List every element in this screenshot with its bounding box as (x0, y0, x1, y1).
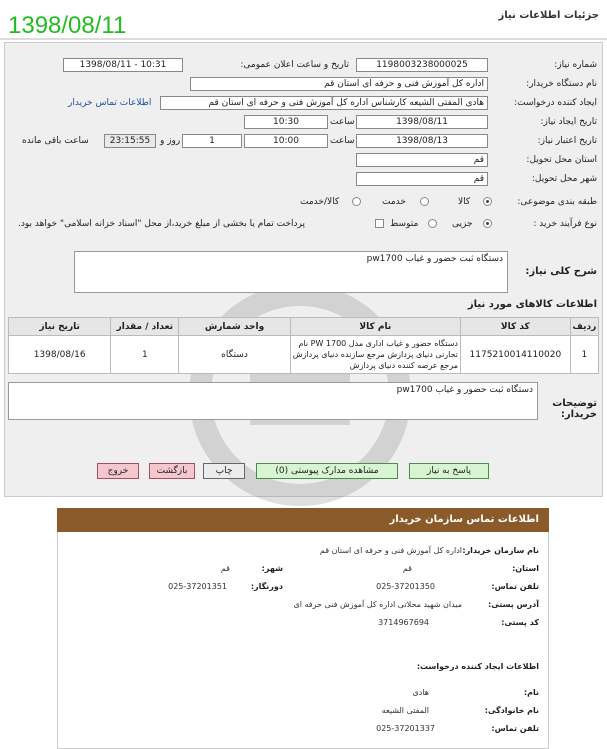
card-postal-value: 3714967694 (378, 618, 429, 627)
purchase-minor-radio[interactable] (483, 219, 492, 228)
col-code: کد کالا (461, 318, 571, 336)
goods-table (8, 317, 599, 374)
col-date: تاریخ نیاز (9, 318, 111, 336)
col-unit: واحد شمارش (179, 318, 290, 336)
buyer-org-label: نام دستگاه خریدار: (526, 79, 597, 89)
contact-card (57, 508, 549, 749)
cell-qty: 1 (111, 336, 179, 374)
remaining-time-field: 23:15:55 (104, 134, 156, 148)
category-both-label: کالا/خدمت (300, 197, 340, 207)
creator-name-value: هادی (412, 688, 429, 697)
back-button[interactable]: بازگشت (149, 463, 195, 479)
cell-row: 1 (570, 336, 598, 374)
cell-name: دستگاه حضور و غیاب اداری مدل PW 1700 نام تجارتی دنیای پردازش مرجع سازنده دنیای پردازش مرجع عرضه کننده دنیای پردازش (290, 336, 460, 374)
province-label: استان محل تحویل: (526, 155, 597, 165)
buyer-contact-link[interactable]: اطلاعات تماس خریدار (68, 98, 152, 108)
contact-card-title: اطلاعات تماس سازمان خریدار (389, 514, 539, 525)
description-field: دستگاه ثبت حضور و غیاب pw1700 (74, 251, 508, 293)
remaining-label: ساعت باقی مانده (22, 136, 89, 146)
creator-name-label: نام: (523, 688, 539, 697)
col-name: نام کالا (290, 318, 460, 336)
city-label: شهر محل تحویل: (531, 174, 597, 184)
card-province-value: قم (402, 564, 412, 573)
col-row: ردیف (570, 318, 598, 336)
creator-family-value: المفتی الشیعه (381, 706, 429, 715)
card-address-value: میدان شهید محلاتی اداره کل آموزش فنی حرفه ای (293, 600, 462, 609)
card-phone-label: تلفن تماس: (491, 582, 539, 591)
cell-unit: دستگاه (179, 336, 290, 374)
create-time-field: 10:30 (244, 115, 328, 129)
creator-field: هادی المفتی الشیعه کارشناس اداره کل آموزش فنی و حرفه ای استان قم (160, 96, 488, 110)
creator-label: ایجاد کننده درخواست: (514, 98, 597, 108)
print-button[interactable]: چاپ (203, 463, 245, 479)
org-label: نام سازمان خریدار: (462, 546, 539, 555)
page-title: جزئیات اطلاعات نیاز (498, 10, 599, 21)
create-time-label: ساعت (330, 117, 355, 127)
exit-button[interactable]: خروج (97, 463, 139, 479)
buyer-notes-field: دستگاه ثبت حضور و غیاب pw1700 (8, 382, 538, 420)
card-postal-label: کد پستی: (501, 618, 539, 627)
goods-section-title: اطلاعات کالاهای مورد نیاز (467, 299, 597, 310)
treasury-checkbox[interactable] (375, 219, 384, 228)
card-address-label: آدرس پستی: (488, 600, 539, 609)
days-field: 1 (182, 134, 242, 148)
table-row (9, 336, 599, 374)
cell-code: 1175210014110020 (461, 336, 571, 374)
city-field: قم (356, 172, 488, 186)
purchase-type-label: نوع فرآیند خرید : (533, 219, 597, 229)
announce-label: تاریخ و ساعت اعلان عمومی: (240, 60, 349, 70)
card-fax-label: دورنگار: (250, 582, 283, 591)
category-service-label: خدمت (382, 197, 406, 207)
buyer-org-field: اداره کل آموزش فنی و حرفه ای استان قم (190, 77, 488, 91)
category-service-radio[interactable] (420, 197, 429, 206)
purchase-medium-label: متوسط (390, 219, 419, 229)
validity-time-field: 10:00 (244, 134, 328, 148)
cell-date: 1398/08/16 (9, 336, 111, 374)
card-phone-value: 025-37201350 (376, 582, 435, 591)
creator-phone-label: تلفن تماس: (491, 724, 539, 733)
validity-date-field: 1398/08/13 (356, 134, 488, 148)
view-documents-button[interactable]: مشاهده مدارک پیوستی (0) (256, 463, 398, 479)
category-goods-radio[interactable] (483, 197, 492, 206)
col-qty: تعداد / مقدار (111, 318, 179, 336)
validity-time-label: ساعت (330, 136, 355, 146)
days-label: روز و (160, 136, 181, 146)
purchase-medium-radio[interactable] (428, 219, 437, 228)
buyer-notes-label: توضیحات خریدار: (552, 398, 597, 420)
creator-info-title: اطلاعات ایجاد کننده درخواست: (416, 662, 539, 671)
creator-phone-value: 025-37201337 (376, 724, 435, 733)
category-label: طبقه بندی موضوعی: (517, 197, 597, 207)
date-stamp: 1398/08/11 (8, 12, 127, 39)
purchase-minor-label: جزیی (452, 219, 473, 229)
create-date-field: 1398/08/11 (356, 115, 488, 129)
validity-label: تاریخ اعتبار نیاز: (537, 136, 597, 146)
creator-family-label: نام خانوادگی: (484, 706, 539, 715)
card-province-label: استان: (512, 564, 539, 573)
card-fax-value: 025-37201351 (168, 582, 227, 591)
org-value: اداره کل آموزش فنی و حرفه ای استان قم (319, 546, 462, 555)
description-label: شرح کلی نیاز: (525, 266, 597, 277)
need-number-field: 1198003238000025 (356, 58, 488, 72)
category-goods-label: کالا (458, 197, 471, 207)
card-city-label: شهر: (261, 564, 283, 573)
category-both-radio[interactable] (352, 197, 361, 206)
need-number-label: شماره نیاز: (554, 60, 597, 70)
announce-field: 1398/08/11 - 10:31 (63, 58, 183, 72)
card-city-value: قم (220, 564, 230, 573)
reply-button[interactable]: پاسخ به نیاز (409, 463, 489, 479)
create-date-label: تاریخ ایجاد نیاز: (540, 117, 597, 127)
province-field: قم (356, 153, 488, 167)
treasury-note: پرداخت تمام یا بخشی از مبلغ خرید،از محل "اسناد خزانه اسلامی" خواهد بود. (18, 219, 306, 229)
